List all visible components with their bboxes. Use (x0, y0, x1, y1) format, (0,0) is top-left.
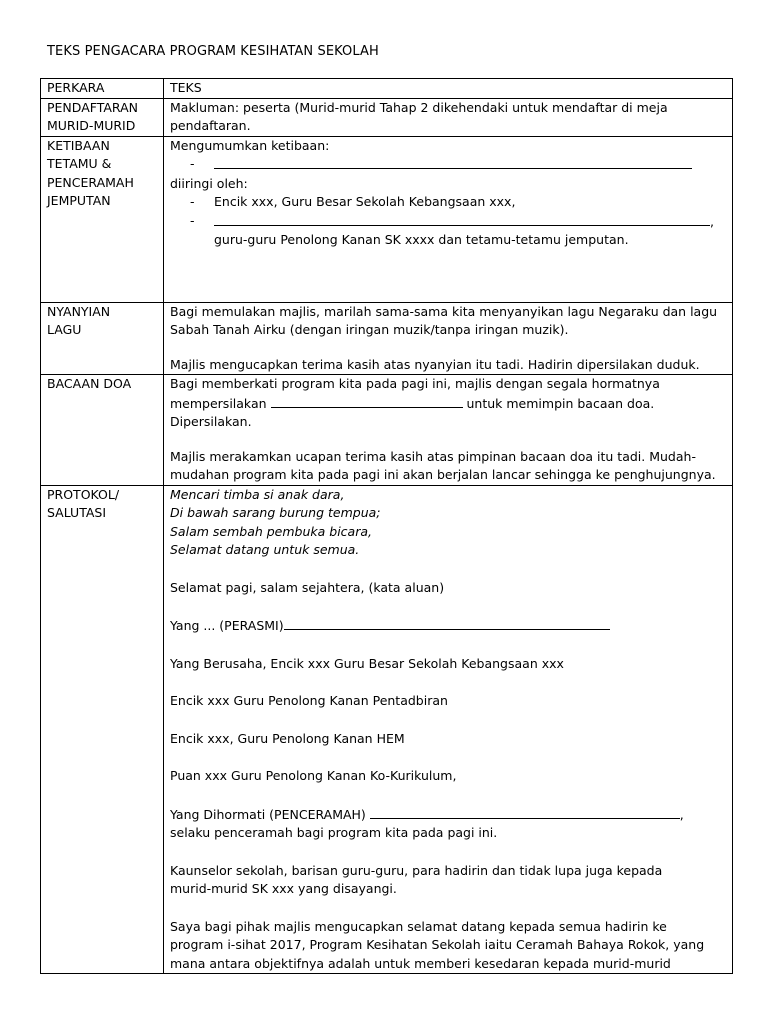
text-line: Bagi memberkati program kita pada pagi ini, majlis dengan segala hormatnya (170, 376, 660, 391)
dash-marker: - (190, 212, 195, 228)
text-line: mana antara objektifnya adalah untuk memberi kesedaran kepada murid-murid (170, 955, 671, 971)
row-pendaftaran (41, 98, 733, 136)
pantun-line: Mencari timba si anak dara, (170, 486, 345, 502)
text-line: Makluman: peserta (Murid-murid Tahap 2 dikehendaki untuk mendaftar di meja (170, 99, 668, 115)
header-teks: TEKS (164, 79, 733, 99)
text-nyanyian (164, 302, 733, 375)
document-title: TEKS PENGACARA PROGRAM KESIHATAN SEKOLAH (47, 44, 379, 59)
script-table (40, 78, 733, 974)
label-line: PENDAFTARAN (47, 99, 139, 115)
text-doa (164, 375, 733, 486)
label-pendaftaran (41, 98, 164, 136)
label-line: JEMPUTAN (47, 193, 111, 208)
text-line: pendaftaran. (170, 118, 251, 133)
guest-blank-item (170, 155, 727, 175)
text-line: Yang Berusaha, Encik xxx Guru Besar Sekolah Kebangsaan xxx (170, 655, 564, 671)
label-line: BACAAN DOA (47, 376, 132, 391)
text-line: Dipersilakan. (170, 414, 252, 429)
text-line: Selamat pagi, salam sejahtera, (kata aluan) (170, 579, 445, 595)
text-segment: untuk memimpin bacaan doa. (466, 395, 655, 411)
dash-marker: - (190, 194, 195, 209)
text-line: guru-guru Penolong Kanan SK xxxx dan tetamu-tetamu jemputan. (214, 232, 629, 247)
text-line: Encik xxx Guru Penolong Kanan Pentadbiran (170, 693, 448, 708)
text-ketibaan (164, 136, 733, 302)
pantun-line: Di bawah sarang burung tempua; (170, 505, 381, 520)
comma: , (710, 213, 714, 229)
row-nyanyian (41, 302, 733, 375)
text-line: Puan xxx Guru Penolong Kanan Ko-Kurikulum, (170, 768, 457, 783)
row-ketibaan (41, 136, 733, 302)
text-line: Kaunselor sekolah, barisan guru-guru, para hadirin dan tidak lupa juga kepada (170, 862, 663, 878)
label-ketibaan (41, 136, 164, 302)
accompany-blank-item (170, 212, 727, 232)
guest-name-blank (214, 155, 692, 169)
text-protokol (164, 485, 733, 974)
text-line: Bagi memulakan majlis, marilah sama-sama kita menyanyikan lagu Negaraku dan lagu (170, 303, 718, 319)
penceramah-blank (370, 805, 680, 819)
comma: , (679, 806, 684, 822)
label-line: PROTOKOL/ (47, 486, 120, 502)
label-line: PENCERAMAH (47, 174, 134, 190)
label-line: KETIBAAN (47, 137, 110, 153)
text-line: Majlis mengucapkan terima kasih atas nyanyian itu tadi. Hadirin dipersilakan duduk. (170, 356, 700, 372)
label-protokol (41, 485, 164, 974)
text-line: selaku penceramah bagi program kita pada pagi ini. (170, 825, 498, 840)
label-nyanyian (41, 302, 164, 375)
accompany-item (170, 193, 727, 212)
text-segment: mempersilakan (170, 395, 267, 411)
text-pendaftaran (164, 98, 733, 136)
text-line: Mengumumkan ketibaan: (170, 137, 330, 153)
label-line: TETAMU & (47, 156, 112, 171)
header-perkara: PERKARA (41, 79, 164, 99)
label-line: NYANYIAN (47, 303, 111, 319)
text-line: Majlis merakamkan ucapan terima kasih atas pimpinan bacaan doa itu tadi. Mudah- (170, 448, 696, 464)
row-doa (41, 375, 733, 486)
text-line: mudahan program kita pada pagi ini akan berjalan lancar sehingga ke penghujungnya. (170, 467, 716, 482)
dash-marker: - (190, 156, 195, 171)
text-line: Sabah Tanah Airku (dengan iringan muzik/tanpa iringan muzik). (170, 322, 569, 337)
label-doa (41, 375, 164, 486)
row-protokol (41, 485, 733, 974)
accompany-text: Encik xxx, Guru Besar Sekolah Kebangsaan xxx, (214, 194, 516, 209)
perasmi-blank (284, 616, 610, 630)
pantun-line: Salam sembah pembuka bicara, (170, 523, 372, 539)
text-line (170, 805, 727, 825)
text-segment: Yang ... (PERASMI) (170, 618, 284, 633)
text-line: murid-murid SK xxx yang disayangi. (170, 881, 397, 896)
label-line: SALUTASI (47, 505, 107, 520)
doa-leader-blank (271, 394, 463, 408)
accompany-name-blank (214, 212, 710, 226)
label-line: MURID-MURID (47, 118, 136, 133)
label-line: LAGU (47, 322, 82, 337)
text-line: diiringi oleh: (170, 175, 248, 191)
text-line: program i-sihat 2017, Program Kesihatan Sekolah iaitu Ceramah Bahaya Rokok, yang (170, 937, 705, 952)
text-line (170, 394, 727, 414)
text-line: Saya bagi pihak majlis mengucapkan selamat datang kepada semua hadirin ke (170, 918, 667, 934)
pantun-line: Selamat datang untuk semua. (170, 542, 360, 557)
text-line (170, 616, 727, 636)
text-segment: Yang Dihormati (PENCERAMAH) (170, 806, 366, 822)
table-header-row (41, 79, 733, 99)
text-line: Encik xxx, Guru Penolong Kanan HEM (170, 730, 405, 746)
